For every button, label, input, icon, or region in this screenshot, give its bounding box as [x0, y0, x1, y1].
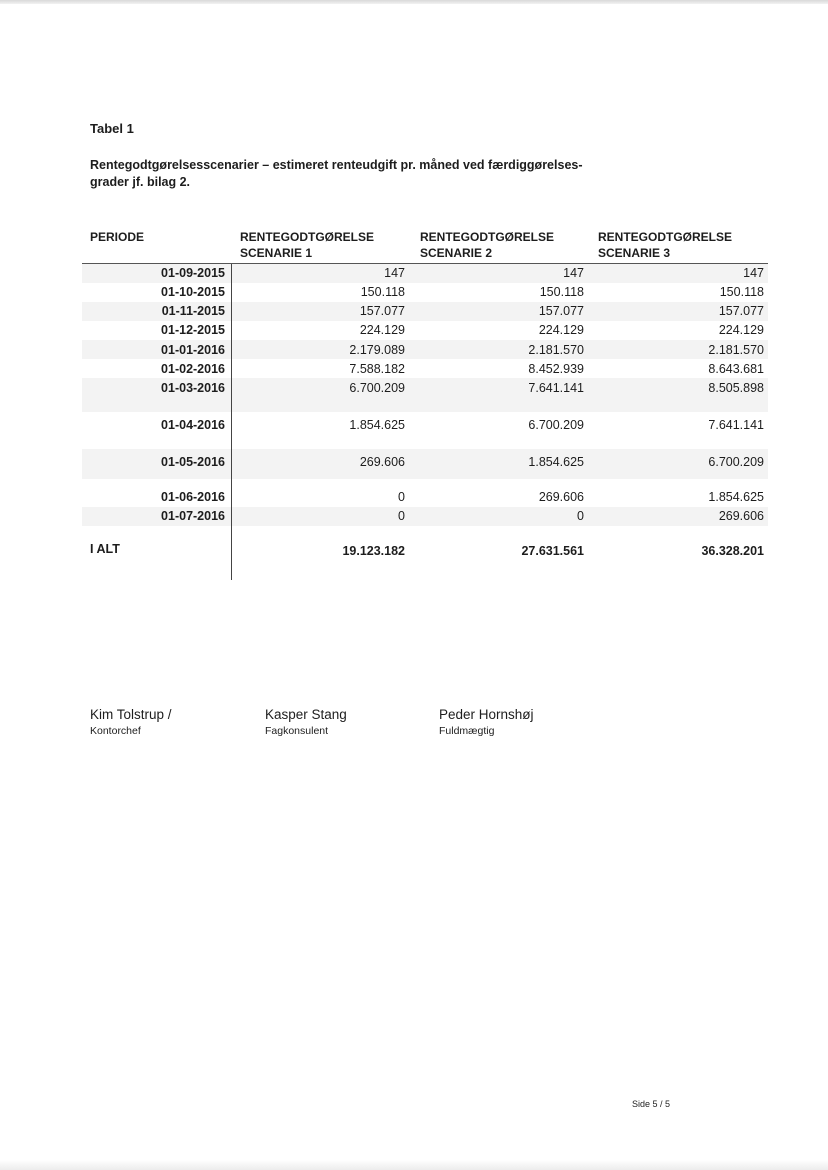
row-scenario-3: 269.606 [718, 509, 764, 523]
row-scenario-1: 0 [398, 509, 405, 523]
header-scenario-3-line-1: RENTEGODTGØRELSE [598, 230, 733, 244]
row-period: 01-05-2016 [161, 455, 225, 469]
header-scenario-1-line-1: RENTEGODTGØRELSE [240, 230, 375, 244]
row-scenario-3: 7.641.141 [708, 418, 764, 432]
signature-role-3: Fuldmægtig [439, 725, 495, 737]
row-scenario-2: 147 [563, 266, 584, 280]
row-period: 01-04-2016 [161, 418, 225, 432]
row-scenario-2: 150.118 [539, 285, 584, 299]
scan-top-edge [0, 0, 828, 4]
header-scenario-3 [598, 229, 732, 261]
row-scenario-2: 2.181.570 [528, 343, 584, 357]
row-scenario-2: 6.700.209 [528, 418, 584, 432]
header-period: PERIODE [90, 230, 145, 244]
row-scenario-2: 0 [577, 509, 584, 523]
total-scenario-2: 27.631.561 [521, 544, 584, 558]
scan-bottom-edge [0, 1160, 828, 1170]
header-scenario-2-line-1: RENTEGODTGØRELSE [420, 230, 555, 244]
row-scenario-3: 8.505.898 [708, 381, 764, 395]
header-scenario-3-line-2: SCENARIE 3 [598, 246, 671, 260]
row-scenario-2: 269.606 [538, 490, 584, 504]
row-scenario-3: 147 [743, 266, 764, 280]
header-scenario-2 [420, 229, 554, 261]
row-scenario-1: 224.129 [359, 323, 405, 337]
row-scenario-1: 0 [398, 490, 405, 504]
row-period: 01-12-2015 [161, 323, 225, 337]
row-scenario-1: 2.179.089 [349, 343, 405, 357]
row-scenario-1: 147 [384, 266, 405, 280]
total-scenario-3: 36.328.201 [701, 544, 764, 558]
table-title: Tabel 1 [90, 121, 134, 136]
row-scenario-3: 8.643.681 [708, 362, 764, 376]
row-scenario-1: 7.588.182 [349, 362, 405, 376]
row-period: 01-02-2016 [161, 362, 225, 376]
subtitle-line-2: grader jf. bilag 2. [90, 175, 191, 189]
row-period: 01-07-2016 [161, 509, 225, 523]
table-subtitle [90, 157, 630, 191]
header-scenario-1-line-2: SCENARIE 1 [240, 246, 313, 260]
signature-role-2: Fagkonsulent [265, 725, 329, 737]
row-scenario-2: 157.077 [538, 304, 584, 318]
row-scenario-3: 157.077 [718, 304, 764, 318]
subtitle-line-1: Rentegodtgørelsesscenarier – estimeret renteudgift pr. måned ved færdiggørelses- [90, 158, 583, 172]
signature-name-3: Peder Hornshøj [439, 707, 534, 722]
row-scenario-1: 269.606 [359, 455, 405, 469]
row-scenario-2: 8.452.939 [528, 362, 584, 376]
header-scenario-1 [240, 229, 374, 261]
row-period: 01-03-2016 [161, 381, 225, 395]
signature-name-2: Kasper Stang [265, 707, 347, 722]
row-scenario-3: 2.181.570 [708, 343, 764, 357]
period-column-divider [231, 264, 232, 580]
row-scenario-1: 6.700.209 [349, 381, 405, 395]
row-period: 01-01-2016 [161, 343, 225, 357]
row-scenario-2: 1.854.625 [528, 455, 584, 469]
row-scenario-3: 224.129 [718, 323, 764, 337]
row-period: 01-11-2015 [161, 304, 225, 318]
row-scenario-3: 150.118 [719, 285, 764, 299]
row-scenario-1: 1.854.625 [349, 418, 405, 432]
row-scenario-2: 224.129 [538, 323, 584, 337]
row-period: 01-06-2016 [161, 490, 225, 504]
total-label: I ALT [90, 542, 120, 556]
page-number: Side 5 / 5 [632, 1099, 671, 1109]
row-scenario-1: 157.077 [359, 304, 405, 318]
row-scenario-1: 150.118 [360, 285, 405, 299]
row-period: 01-09-2015 [161, 266, 225, 280]
header-scenario-2-line-2: SCENARIE 2 [420, 246, 493, 260]
total-scenario-1: 19.123.182 [342, 544, 405, 558]
row-scenario-3: 6.700.209 [708, 455, 764, 469]
signature-role-1: Kontorchef [90, 725, 141, 737]
row-scenario-3: 1.854.625 [708, 490, 764, 504]
signature-name-1: Kim Tolstrup / [90, 707, 172, 722]
row-scenario-2: 7.641.141 [528, 381, 584, 395]
row-period: 01-10-2015 [161, 285, 225, 299]
